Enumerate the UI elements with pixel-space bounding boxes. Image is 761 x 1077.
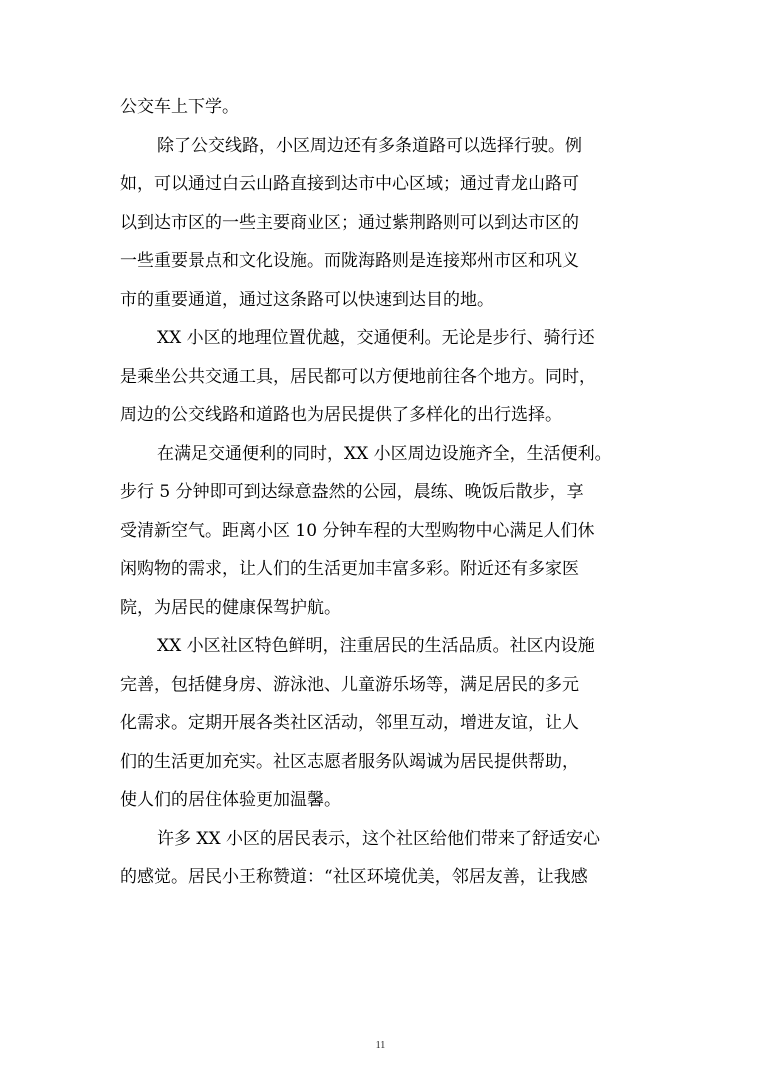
text-line: 一些重要景点和文化设施。而陇海路则是连接郑州市区和巩义 — [120, 251, 579, 271]
body-text — [120, 88, 648, 897]
text-line: 院，为居民的健康保驾护航。 — [120, 597, 341, 618]
text-line: 化需求。定期开展各类社区活动，邻里互动，增进友谊，让人 — [120, 713, 579, 733]
text-line: XX 小区社区特色鲜明，注重居民的生活品质。社区内设施 — [157, 636, 595, 656]
text-line: 的感觉。居民小王称赞道：“社区环境优美，邻居友善，让我感 — [120, 867, 588, 887]
text-line: 以到达市区的一些主要商业区；通过紫荆路则可以到达市区的 — [120, 212, 579, 233]
text-line: 除了公交线路，小区周边还有多条道路可以选择行驶。例 — [157, 135, 582, 156]
text-line: 周边的公交线路和道路也为居民提供了多样化的出行选择。 — [120, 405, 562, 425]
page-number: 11 — [375, 1040, 386, 1051]
text-line: XX 小区的地理位置优越，交通便利。无论是步行、骑行还 — [157, 328, 595, 348]
text-line: 许多 XX 小区的居民表示，这个社区给他们带来了舒适安心 — [157, 828, 601, 849]
text-line: 受清新空气。距离小区 10 分钟车程的大型购物中心满足人们休 — [120, 520, 595, 541]
text-line: 公交车上下学。 — [120, 97, 239, 117]
text-line: 步行 5 分钟即可到达绿意盎然的公园，晨练、晚饭后散步，享 — [120, 482, 584, 502]
text-line: 在满足交通便利的同时，XX 小区周边设施齐全，生活便利。 — [157, 443, 612, 464]
text-line: 闲购物的需求，让人们的生活更加丰富多彩。附近还有多家医 — [120, 559, 579, 579]
text-line: 市的重要通道，通过这条路可以快速到达目的地。 — [120, 289, 494, 310]
text-line: 们的生活更加充实。社区志愿者服务队竭诚为居民提供帮助， — [120, 751, 579, 772]
text-line: 使人们的居住体验更加温馨。 — [120, 790, 341, 810]
text-line: 是乘坐公共交通工具，居民都可以方便地前往各个地方。同时， — [120, 366, 596, 387]
text-line: 完善，包括健身房、游泳池、儿童游乐场等，满足居民的多元 — [120, 674, 579, 695]
text-line: 如，可以通过白云山路直接到达市中心区域；通过青龙山路可 — [120, 174, 579, 194]
